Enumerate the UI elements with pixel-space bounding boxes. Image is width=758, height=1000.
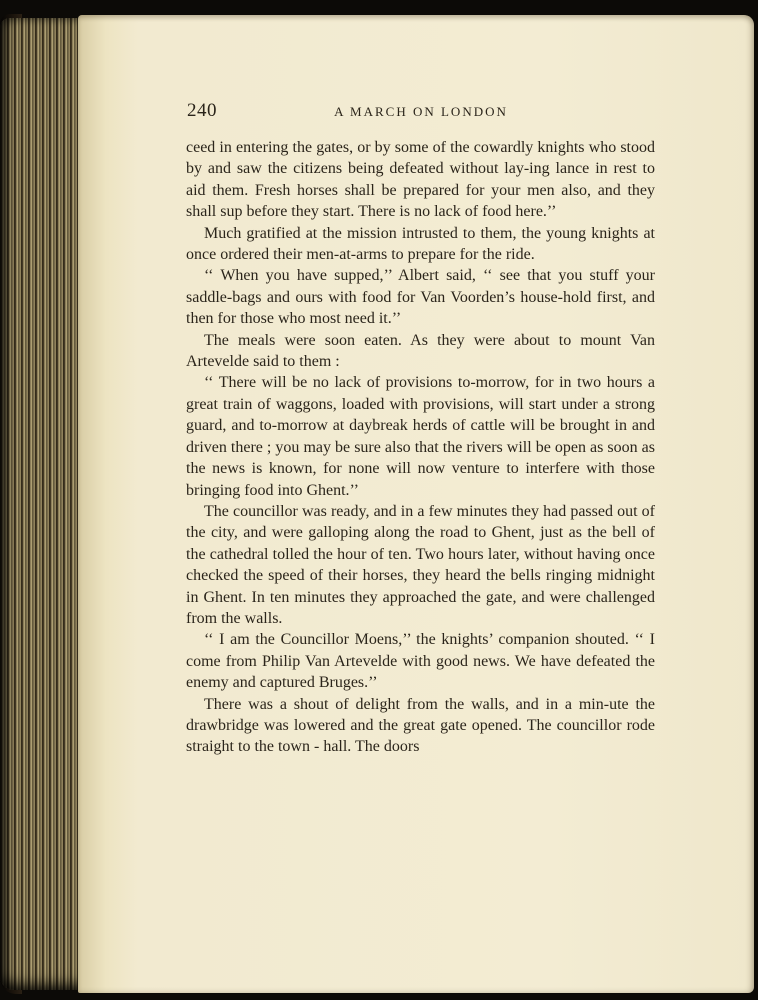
paragraph: The meals were soon eaten. As they were about to mount Van Artevelde said to them : bbox=[186, 331, 655, 371]
paragraph: ‘‘ I am the Councillor Moens,’’ the knights’ companion shouted. ‘‘ I come from Philip Van Artevelde with good news. We have defeated the enemy and captured Bruges.’’ bbox=[186, 631, 655, 692]
page-number: 240 bbox=[187, 100, 217, 121]
running-head: A MARCH ON LONDON bbox=[334, 104, 508, 119]
paragraph: The councillor was ready, and in a few minutes they had passed out of the city, and were galloping along the road to Ghent, just as the bell of the cathedral tolled the hour of ten. Two hours later, without having once checked the speed of their horses, they heard the bells ringing midnight in Ghent. In ten minutes they approached the gate, and were challenged from the walls. bbox=[186, 502, 655, 627]
paragraph: ‘‘ There will be no lack of provisions to-morrow, for in two hours a great train of waggons, loaded with provisions, will start under a strong guard, and to-morrow at daybreak herds of cattle will be brought in and driven there ; you may be sure also that the rivers will be open as soon as the news is known, for none will now venture to interfere with those bringing food into Ghent.’’ bbox=[186, 374, 655, 499]
paragraph: Much gratified at the mission intrusted to them, the young knights at once ordered their men-at-arms to prepare for the ride. bbox=[186, 224, 655, 264]
page-header bbox=[187, 100, 655, 126]
paragraph: ceed in entering the gates, or by some of the cowardly knights who stood by and saw the citizens being defeated without lay-ing lance in rest to aid them. Fresh horses shall be prepared for your men also, and they shall sup before they start. There is no lack of food here.’’ bbox=[186, 139, 655, 221]
paragraph: There was a shout of delight from the walls, and in a min-ute the drawbridge was lowered and the great gate opened. The councillor rode straight to the town - hall. The doors bbox=[186, 695, 655, 756]
body-text bbox=[186, 137, 655, 758]
paragraph: ‘‘ When you have supped,’’ Albert said, ‘‘ see that you stuff your saddle-bags and ours with food for Van Voorden’s house-hold first, and then for those who most need it.’’ bbox=[186, 267, 655, 328]
